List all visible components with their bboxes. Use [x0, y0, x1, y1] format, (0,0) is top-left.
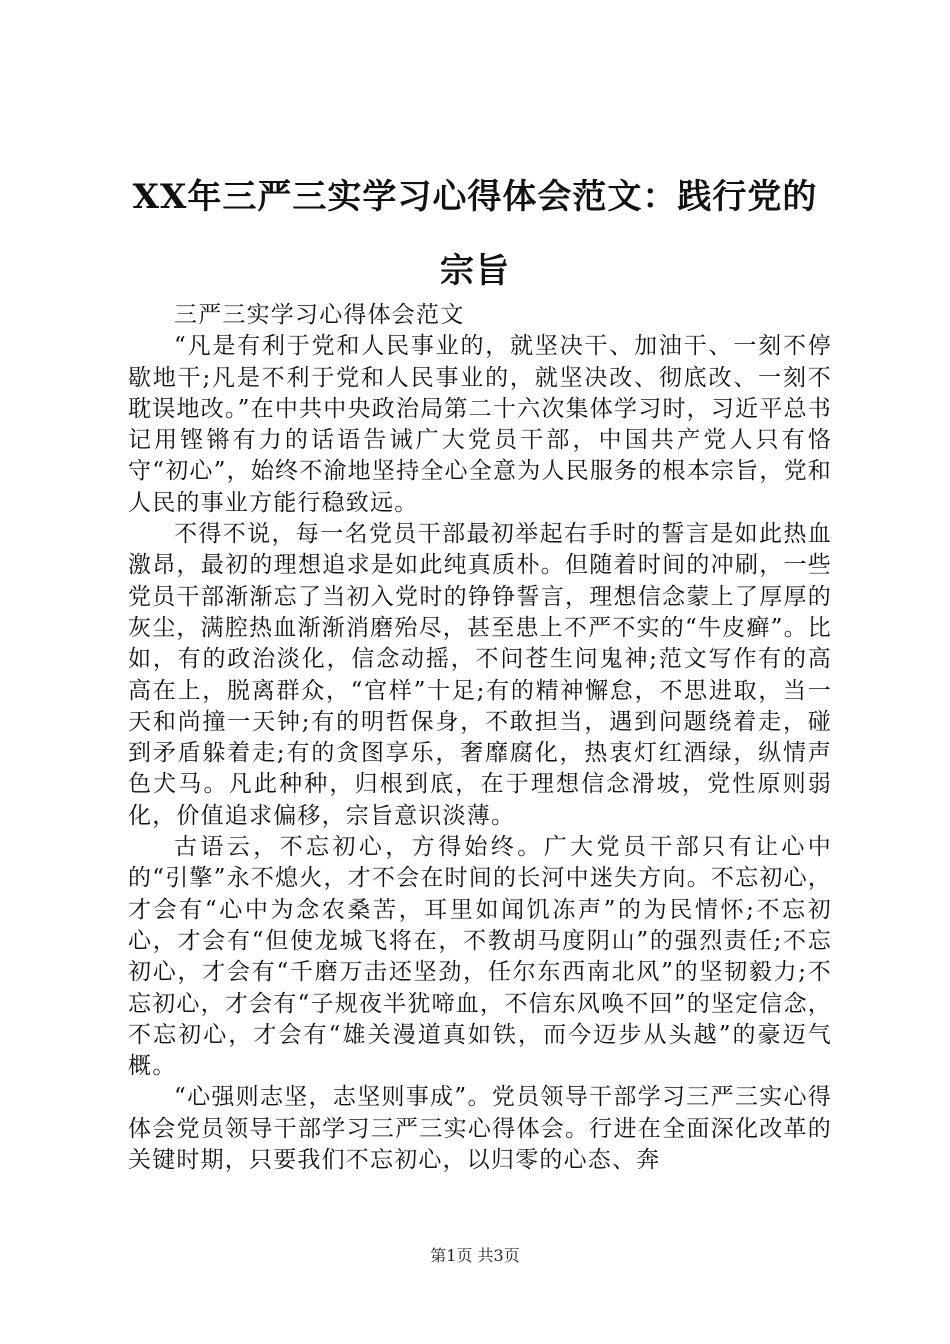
paragraph-subtitle: 三严三实学习心得体会范文: [174, 302, 465, 328]
paragraph: “心强则志坚，志坚则事成”。党员领导干部学习三严三实心得体会党员领导干部学习三严三实心得体会。行进在全面深化改革的关键时期，只要我们不忘初心，以归零的心态、奔: [128, 1084, 832, 1174]
page-footer: 第1页 共3页: [430, 1246, 520, 1265]
document-title: XX年三严三实学习心得体会范文：践行党的宗旨: [132, 177, 818, 291]
paragraph: 不得不说，每一名党员干部最初举起右手时的誓言是如此热血激昂，最初的理想追求是如此纯真质朴。但随着时间的冲刷，一些党员干部渐渐忘了当初入党时的铮铮誓言，理想信念蒙上了厚厚的灰尘，满腔热血渐渐消磨殆尽，甚至患上不严不实的“牛皮癣”。比如，有的政治淡化，信念动摇，不问苍生问鬼神;范文写作有的高高在上，脱离群众，“官样”十足;有的精神懈怠，不思进取，当一天和尚撞一天钟;有的明哲保身，不敢担当，遇到问题绕着走，碰到矛盾躲着走;有的贪图享乐，奢靡腐化，热衷灯红酒绿，纵情声色犬马。凡此种种，归根到底，在于理想信念滑坡，党性原则弱化，价值追求偏移，宗旨意识淡薄。: [128, 521, 832, 829]
paragraph: “凡是有利于党和人民事业的，就坚决干、加油干、一刻不停歇地干;凡是不利于党和人民事业的，就坚决改、彻底改、一刻不耽误地改。”在中共中央政治局第二十六次集体学习时，习近平总书记用铿锵有力的话语告诫广大党员干部，中国共产党人只有恪守“初心”，始终不渝地坚持全心全意为人民服务的根本宗旨，党和人民的事业方能行稳致远。: [128, 333, 832, 516]
document-body: [128, 300, 832, 1176]
paragraph: 古语云，不忘初心，方得始终。广大党员干部只有让心中的“引擎”永不熄火，才不会在时间的长河中迷失方向。不忘初心，才会有“心中为念农桑苦，耳里如闻饥冻声”的为民情怀;不忘初心，才会有“但使龙城飞将在，不教胡马度阴山”的强烈责任;不忘初心，才会有“千磨万击还坚劲，任尔东西南北风”的坚韧毅力;不忘初心，才会有“子规夜半犹啼血，不信东风唤不回”的坚定信念，不忘初心，才会有“雄关漫道真如铁，而今迈步从头越”的豪迈气概。: [128, 834, 832, 1080]
